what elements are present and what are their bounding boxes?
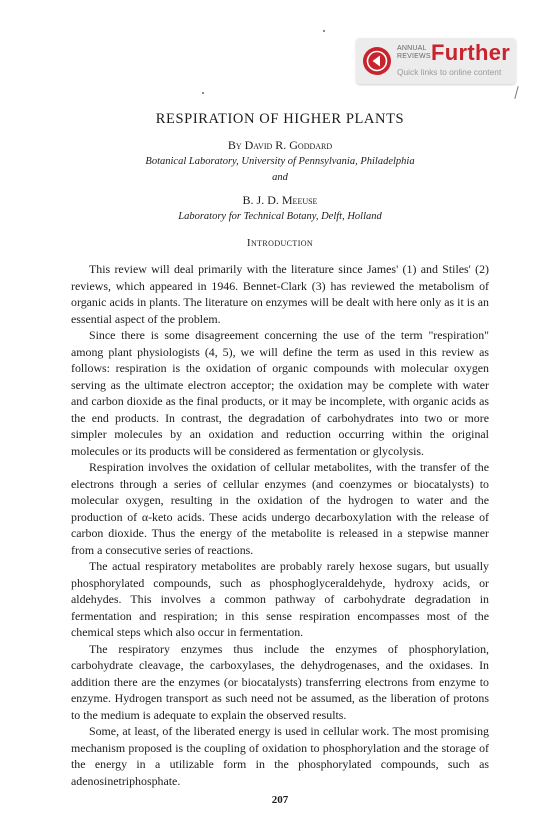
paragraph: Respiration involves the oxidation of cellular metabolites, with the transfer of the electrons through a series of cellular enzymes (and coenzymes or biocatalysts) to molecular oxygen, resulting in the oxidation of the hydrogen to water and the production of α-keto acids. These acids undergo decarboxylation with the release of carbon dioxide. Thus the energy of the metabolite is released in a stepwise manner from a consecutive series of reactions. xyxy=(71,460,489,557)
paragraph: Some, at least, of the liberated energy is used in cellular work. The most promising mechanism proposed is the coupling of oxidation to phosphorylation and the storage of the energy in a utilizable form in the phosphorylated compounds, such as adenosinetriphosphate. xyxy=(71,724,489,788)
badge-divider xyxy=(514,86,518,99)
further-arrow-icon xyxy=(362,46,392,76)
author-name: David R. Goddard xyxy=(244,138,333,152)
article-title: RESPIRATION OF HIGHER PLANTS xyxy=(155,111,405,127)
print-speck xyxy=(323,30,325,32)
annual-reviews-wordmark xyxy=(397,45,431,60)
annual-label: ANNUAL xyxy=(397,45,427,52)
annual-reviews-further-badge[interactable] xyxy=(356,38,516,84)
author-prefix: By xyxy=(227,138,242,152)
article-body xyxy=(71,261,489,789)
paragraph: The respiratory enzymes thus include the enzymes of phosphorylation, carbohydrate cleavage, the carboxylases, the dehydrogenases, and the oxidases. In addition there are the enzymes (or biocatalysts) transferring electrons from enzyme to enzyme. Hydrogen transport as such need not be assumed, as the liberation of protons to the medium is adequate to explain the observed results. xyxy=(71,641,489,722)
paragraph: This review will deal primarily with the literature since James' (1) and Stiles' (2) reviews, which appeared in 1946. Bennet-Clark (3) has reviewed the metabolism of organic acids in plants. The literature on enzymes will be dealt with here only as it is an essential aspect of the problem. xyxy=(71,262,489,326)
reviews-label: REVIEWS xyxy=(397,52,431,60)
author-line-2: B. J. D. Meeuse xyxy=(242,193,318,207)
quick-links-label: Quick links to online content xyxy=(397,67,502,77)
paragraph: The actual respiratory metabolites are probably rarely hexose sugars, but usually phosphorylated compounds, such as phosphoglyceraldehyde, hydroxy acids, or aldehydes. This involves a common pathway of carbohydrate degradation in fermentation and respiration; in this sense respiration encompasses most of the chemical steps which also occur in fermentation. xyxy=(71,559,489,639)
paragraph: Since there is some disagreement concerning the use of the term "respiration" among plant physiologists (4, 5), we will define the term as used in this review as follows: respiration is the oxidation of organic compounds with molecular oxygen serving as the ultimate electron acceptor; the oxidation may be complete with water and carbon dioxide as the final products, or it may be incomplete, with organic acids as the end products. In contrast, the degradation of carbohydrates into two or more simpler molecules by an oxidation and reduction occurring within the original molecules or its products will be considered as fermentation or glycolysis. xyxy=(71,328,489,458)
author-line-1 xyxy=(0,138,560,153)
further-label: Further xyxy=(431,40,511,65)
print-speck xyxy=(202,92,204,94)
section-heading: Introduction xyxy=(246,237,314,249)
affiliation-2: Laboratory for Technical Botany, Delft, Holland xyxy=(178,211,382,222)
page-number: 207 xyxy=(271,794,289,806)
affiliation-1: Botanical Laboratory, University of Pennsylvania, Philadelphia xyxy=(145,156,415,167)
and-separator: and xyxy=(272,172,288,183)
